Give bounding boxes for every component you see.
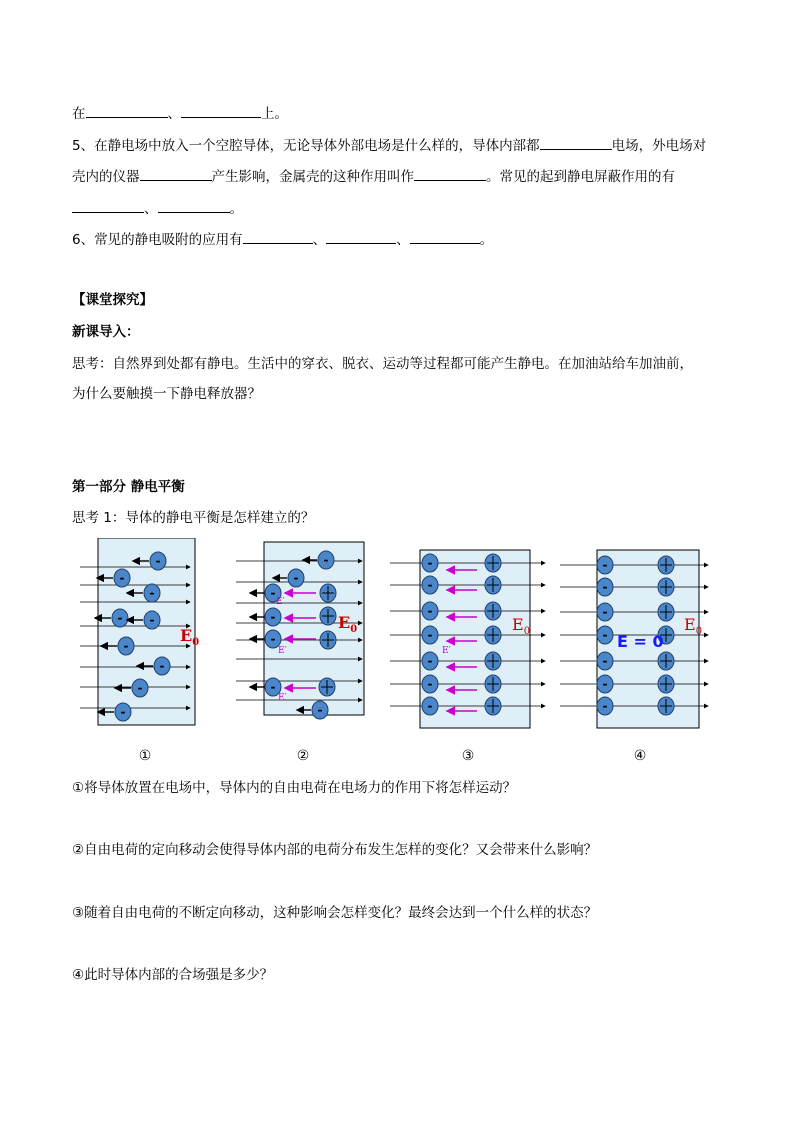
question-2: ②自由电荷的定向移动会使得导体内部的电荷分布发生怎样的变化？又会带来什么影响？ — [72, 842, 598, 858]
negative-sign: - — [293, 571, 299, 585]
blank[interactable] — [326, 229, 396, 244]
blank[interactable] — [410, 229, 480, 244]
external-field-label: $E_0$ — [338, 613, 358, 635]
part1-heading: 第一部分 静电平衡 — [72, 479, 185, 495]
negative-sign: - — [137, 681, 143, 695]
negative-sign: - — [159, 659, 165, 673]
blank[interactable] — [414, 166, 486, 181]
negative-sign: - — [602, 580, 608, 594]
q5-line-2: 壳内的仪器 产生影响，金属壳的这种作用叫作 。常见的起到静电屏蔽作用的有 — [72, 166, 675, 187]
induced-field-label: E′ — [278, 693, 287, 703]
external-field-subscript: 0 — [350, 624, 358, 635]
negative-sign: - — [270, 586, 276, 600]
question-3: ③随着自由电荷的不断定向移动，这种影响会怎样变化？最终会达到一个什么样的状态？ — [72, 905, 598, 921]
figure-label-4: ④ — [633, 748, 647, 764]
figure-label-2: ② — [296, 748, 310, 764]
blank[interactable] — [140, 166, 212, 181]
fill-line-1: 在 、 上。 — [72, 103, 288, 124]
negative-sign: - — [317, 703, 323, 717]
section-heading: 【课堂探究】 — [72, 292, 153, 308]
external-field-subscript: 0 — [523, 626, 530, 637]
equilibrium-field-label: E = 0 — [617, 632, 664, 651]
q5-line-3: 、 。 — [72, 198, 243, 219]
figure-label-1: ① — [138, 748, 152, 764]
q5-line-1: 5、在静电场中放入一个空腔导体，无论导体外部电场是什么样的，导体内部都 电场，外电场对 — [72, 135, 706, 156]
negative-sign: - — [117, 611, 123, 625]
negative-sign: - — [427, 699, 433, 713]
electrostatic-figures — [70, 538, 720, 748]
blank[interactable] — [181, 103, 261, 118]
external-field-label: $E_0$ — [512, 615, 530, 637]
negative-sign: - — [270, 632, 276, 646]
question-4: ④此时导体内部的合场强是多少？ — [72, 967, 274, 983]
negative-sign: - — [323, 553, 329, 567]
external-field-label: $E_0$ — [180, 626, 200, 648]
negative-sign: - — [149, 586, 155, 600]
figure-label-3: ③ — [461, 748, 475, 764]
negative-sign: - — [427, 604, 433, 618]
negative-sign: - — [602, 677, 608, 691]
blank[interactable] — [540, 135, 612, 150]
induced-field-label: E′ — [278, 646, 287, 656]
negative-sign: - — [602, 605, 608, 619]
negative-sign: - — [149, 613, 155, 627]
negative-sign: - — [119, 571, 125, 585]
external-field-subscript: 0 — [695, 626, 702, 637]
negative-sign: - — [602, 699, 608, 713]
question-1: ①将导体放置在电场中，导体内的自由电荷在电场力的作用下将怎样运动？ — [72, 780, 517, 796]
blank[interactable] — [86, 103, 168, 118]
blank[interactable] — [158, 198, 230, 213]
negative-sign: - — [602, 558, 608, 572]
negative-sign: - — [602, 654, 608, 668]
q6-line: 6、常见的静电吸附的应用有 、 、 。 — [72, 229, 493, 250]
think-intro-line-1: 思考：自然界到处都有静电。生活中的穿衣、脱衣、运动等过程都可能产生静电。在加油站给车加油前， — [72, 356, 693, 372]
negative-sign: - — [155, 554, 161, 568]
blank[interactable] — [72, 198, 144, 213]
negative-sign: - — [123, 639, 129, 653]
external-field-label: $E_0$ — [684, 615, 702, 637]
think-intro-line-2: 为什么要触摸一下静电释放器？ — [72, 386, 261, 402]
negative-sign: - — [427, 578, 433, 592]
figures-area — [70, 538, 720, 778]
negative-sign: - — [120, 705, 126, 719]
negative-sign: - — [427, 677, 433, 691]
think1-text: 思考 1：导体的静电平衡是怎样建立的？ — [72, 510, 315, 526]
intro-heading: 新课导入： — [72, 324, 140, 340]
blank[interactable] — [243, 229, 313, 244]
negative-sign: - — [602, 628, 608, 642]
negative-sign: - — [270, 680, 276, 694]
induced-field-label: E′ — [276, 597, 285, 607]
negative-sign: - — [427, 556, 433, 570]
negative-sign: - — [270, 610, 276, 624]
external-field-subscript: 0 — [192, 637, 200, 648]
negative-sign: - — [427, 628, 433, 642]
negative-sign: - — [427, 654, 433, 668]
induced-field-label: E′ — [442, 646, 451, 656]
